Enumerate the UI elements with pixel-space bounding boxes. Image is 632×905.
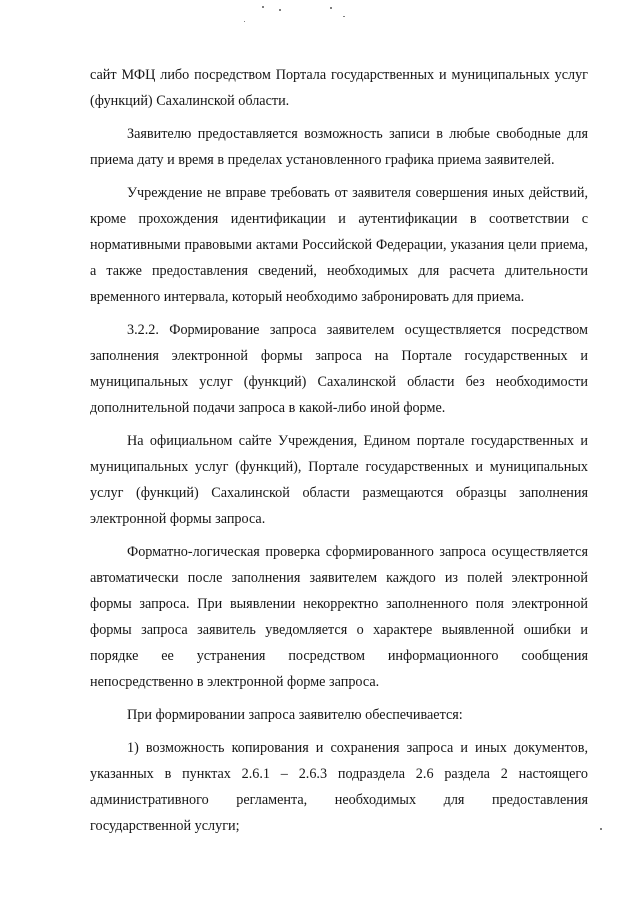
scan-speck — [330, 7, 332, 9]
scan-speck — [279, 9, 281, 11]
scan-speck — [244, 21, 245, 22]
paragraph: 1) возможность копирования и сохранения запроса и иных документов, указанных в пунктах 2.6.1 – 2.6.3 подраздела 2.6 раздела 2 настоящего административного регламента, необходимых для предоставления государственной услуги; — [90, 740, 588, 834]
scan-speck — [262, 6, 264, 8]
paragraph: 3.2.2. Формирование запроса заявителем осуществляется посредством заполнения электронной формы запроса на Портале государственных и муниципальных услуг (функций) Сахалинской области без необходимости дополнительной подачи запроса в какой-либо иной форме. — [90, 322, 588, 416]
paragraph: Заявителю предоставляется возможность записи в любые свободные для приема дату и время в пределах установленного графика приема заявителей. — [90, 126, 588, 168]
paragraph: сайт МФЦ либо посредством Портала государственных и муниципальных услуг (функций) Сахалинской области. — [90, 67, 588, 109]
scan-speck — [343, 16, 345, 17]
paragraph: При формировании запроса заявителю обеспечивается: — [127, 707, 463, 723]
paragraph: Форматно-логическая проверка сформированного запроса осуществляется автоматически после заполнения заявителем каждого из полей электронной формы запроса. При выявлении некорректно заполненного поля электронной формы запроса заявитель уведомляется о характере выявленной ошибки и порядке ее устранения посредством информационного сообщения непосредственно в электронной форме запроса. — [90, 544, 588, 690]
paragraph: На официальном сайте Учреждения, Едином портале государственных и муниципальных услуг (функций), Портале государственных и муниципальных услуг (функций) Сахалинской области размещаются образцы заполнения электронной формы запроса. — [90, 433, 588, 527]
paragraph: Учреждение не вправе требовать от заявителя совершения иных действий, кроме прохождения идентификации и аутентификации в соответствии с нормативными правовыми актами Российской Федерации, указания цели приема, а также предоставления сведений, необходимых для расчета длительности временного интервала, который необходимо забронировать для приема. — [90, 185, 588, 305]
scan-speck — [600, 828, 602, 830]
body-text — [90, 62, 588, 846]
